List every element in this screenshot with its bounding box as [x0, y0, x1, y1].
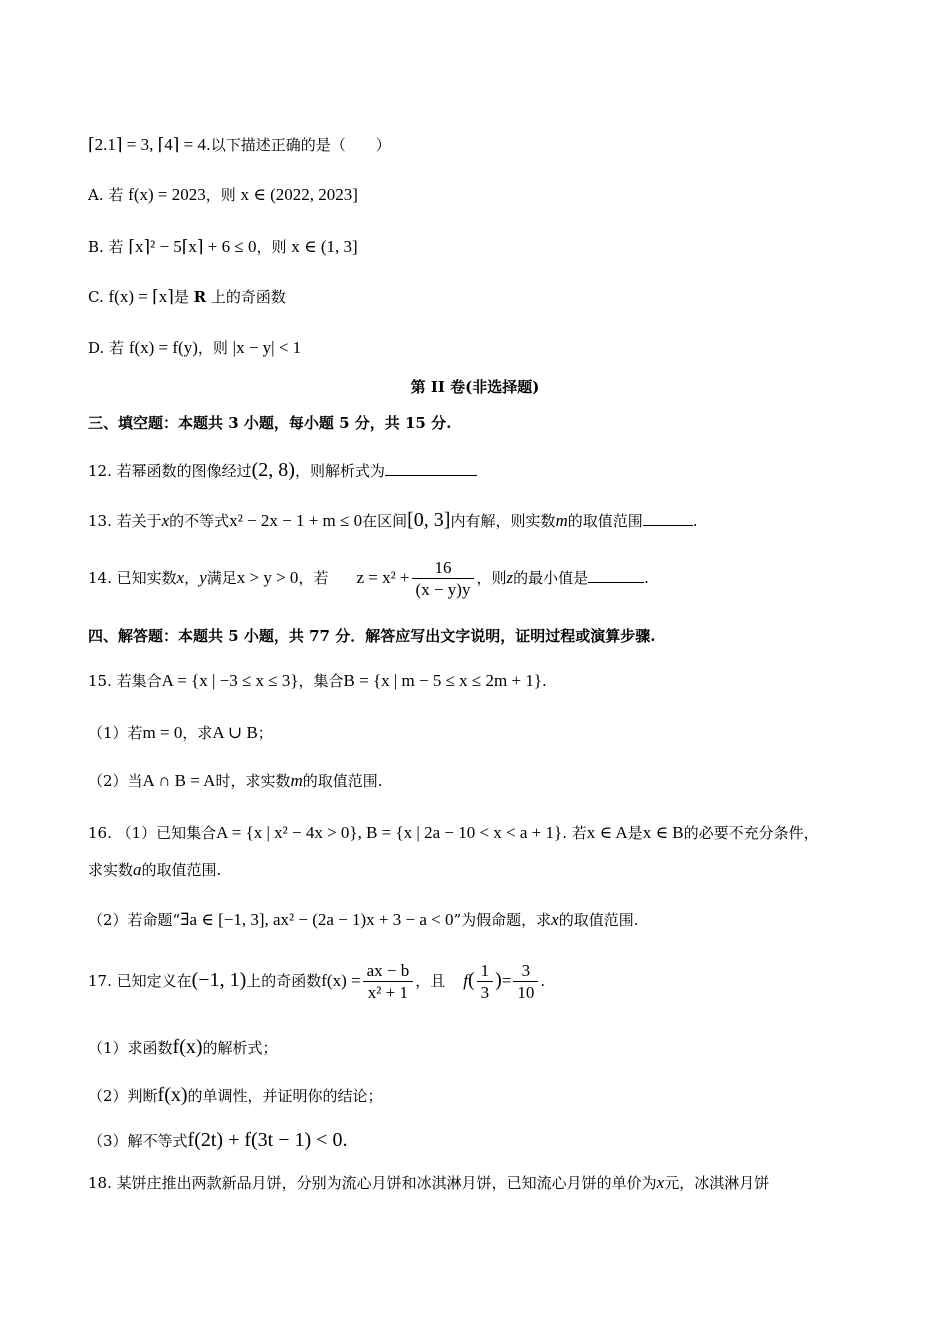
q15-part2-text: 时，求实数	[215, 772, 291, 790]
q16-text4: 的必要不充分条件，	[683, 824, 819, 842]
part2-title: 第 II 卷(非选择题)	[410, 378, 540, 396]
q16-condition-b: x ∈ B	[642, 823, 684, 842]
q16-sets: A = {x | x² − 4x > 0}, B = {x | 2a − 10 < x < a + 1}	[216, 823, 563, 842]
q17-f: f	[463, 971, 468, 990]
question-13	[88, 509, 698, 532]
q15-part2-text3: 的取值范围.	[302, 772, 383, 790]
q16-text2: . 若	[562, 824, 587, 842]
option-d-then: ，则	[197, 339, 228, 357]
q14-text4: ，则	[476, 569, 507, 587]
option-c-function: f(x) = ⌈x⌉	[108, 287, 174, 306]
q13-text4: 内有解，则实数	[450, 512, 556, 530]
q14-text5: 的最小值是	[513, 569, 589, 587]
q16-text3: 是	[627, 824, 643, 842]
q16-part2-text: 为假命题，求	[461, 911, 552, 929]
q15-part1	[88, 722, 273, 744]
q16-close-quote: ”	[453, 911, 462, 929]
q13-m: m	[555, 511, 568, 530]
q16-line2-a: a	[133, 860, 142, 879]
option-c-tail: 上的奇函数	[210, 288, 286, 306]
q18-text: 18. 某饼庄推出两款新品月饼，分别为流心月饼和冰淇淋月饼，已知流心月饼的单价为	[88, 1174, 657, 1192]
q17-text3: ，且	[415, 972, 446, 990]
option-b-condition: ⌈x⌉² − 5⌈x⌉ + 6 ≤ 0	[128, 237, 257, 256]
q18-x: x	[656, 1173, 665, 1192]
q17-part2-label: （2）判断	[88, 1087, 158, 1105]
q17-part3-label: （3）解不等式	[88, 1132, 188, 1150]
q11-option-d	[88, 337, 301, 359]
q17-part1-f: f(x)	[172, 1036, 203, 1058]
q13-text5: 的取值范围	[567, 512, 643, 530]
q13-text: 13. 若关于	[88, 512, 162, 530]
q13-interval: [0, 3]	[407, 509, 451, 531]
q15-part1-union: A ∪ B	[212, 723, 258, 742]
q16-open-quote: “	[172, 911, 181, 929]
q12-point: (2, 8)	[251, 459, 295, 481]
q17-text2: 上的奇函数	[246, 972, 322, 990]
q15-part2	[88, 770, 383, 792]
q15-end: .	[541, 672, 547, 690]
q14-text3: ，若	[298, 569, 329, 587]
q15-text: 15. 若集合	[88, 672, 162, 690]
q17-part3	[88, 1129, 347, 1152]
section3-title: 三、填空题：本题共 3 小题，每小题 5 分，共 15 分.	[88, 414, 452, 432]
q11-option-c	[88, 286, 286, 308]
q15-part1-text: ，求	[182, 724, 213, 742]
q14-text2: 满足	[206, 569, 237, 587]
q14-text: 14. 已知实数	[88, 569, 177, 587]
q17-part2	[88, 1084, 383, 1107]
q17-value-numerator: 3	[513, 961, 538, 982]
q16-line2-text2: 的取值范围.	[141, 861, 222, 879]
option-d-result: |x − y| < 1	[232, 338, 302, 357]
question-18	[88, 1172, 769, 1194]
answer-blank[interactable]	[588, 568, 644, 583]
q13-text3: 在区间	[362, 512, 408, 530]
q17-arg-numerator: 1	[477, 961, 494, 982]
q13-x: x	[161, 511, 170, 530]
option-a-result: x ∈ (2022, 2023]	[240, 185, 358, 204]
option-d-label: D. 若	[88, 339, 125, 357]
q17-part3-inequality: f(2t) + f(3t − 1) < 0.	[187, 1129, 348, 1151]
q17-text: 17. 已知定义在	[88, 972, 192, 990]
q13-end: .	[692, 512, 698, 530]
q15-part2-m: m	[290, 771, 303, 790]
q17-part1-label: （1）求函数	[88, 1039, 173, 1057]
q14-comma: ，	[184, 569, 200, 587]
q11-option-b	[88, 236, 358, 258]
option-c-is: 是	[173, 288, 189, 306]
q13-text2: 的不等式	[169, 512, 230, 530]
q17-end: .	[540, 972, 546, 990]
q11-option-a	[88, 184, 358, 206]
q17-arg-fraction	[477, 961, 494, 1004]
option-a-then: ，则	[205, 186, 236, 204]
q14-y: y	[199, 568, 207, 587]
q15-part1-end: ；	[257, 724, 273, 742]
q15-set-b: B = {x | m − 5 ≤ x ≤ 2m + 1}	[343, 671, 542, 690]
section4-title: 四、解答题：本题共 5 小题，共 77 分．解答应写出文字说明，证明过程或演算步骤.	[88, 627, 656, 645]
q16-condition-a: x ∈ A	[586, 823, 628, 842]
q17-value-denominator: 10	[517, 982, 535, 1002]
real-numbers-symbol: R	[193, 288, 207, 306]
q17-domain: (−1, 1)	[191, 969, 247, 991]
q14-fraction-numerator: 16	[412, 558, 475, 579]
question-15	[88, 670, 547, 692]
q18-text2: 元，冰淇淋月饼	[664, 1174, 770, 1192]
q15-part1-label: （1）若	[88, 724, 143, 742]
option-c-label: C.	[88, 288, 104, 306]
option-d-condition: f(x) = f(y)	[128, 338, 198, 357]
q16-part2-label: （2）若命题	[88, 911, 173, 929]
question-16	[88, 822, 819, 844]
option-b-result: x ∈ (1, 3]	[291, 237, 358, 256]
q13-inequality: x² − 2x − 1 + m ≤ 0	[229, 511, 363, 530]
q14-end: .	[644, 569, 649, 587]
ceiling-examples: ⌈2.1⌉ = 3, ⌈4⌉ = 4	[88, 135, 206, 154]
q16-part2-x: x	[551, 910, 559, 929]
q15-part2-condition: A ∩ B = A	[142, 771, 216, 790]
q17-part1-text: 的解析式；	[202, 1039, 278, 1057]
q16-text: 16. （1）已知集合	[88, 824, 217, 842]
option-a-condition: f(x) = 2023	[128, 185, 206, 204]
q11-tail	[88, 134, 391, 156]
q15-text2: ，集合	[298, 672, 344, 690]
q14-z: z	[506, 568, 514, 587]
question-14	[88, 548, 649, 608]
q14-condition: x > y > 0	[236, 568, 299, 587]
q14-x: x	[176, 568, 185, 587]
q17-function-fraction	[363, 961, 414, 1004]
q14-fraction-denominator: (x − y)y	[415, 579, 471, 599]
option-a-label: A. 若	[88, 186, 124, 204]
q17-part1	[88, 1036, 278, 1059]
q15-set-a: A = {x | −3 ≤ x ≤ 3}	[161, 671, 299, 690]
q17-value-fraction	[513, 961, 538, 1004]
q14-z-expression: z = x² +	[356, 568, 410, 587]
q12-text2: ，则解析式为	[294, 462, 385, 480]
q15-part1-condition: m = 0	[142, 723, 183, 742]
answer-blank[interactable]	[643, 511, 693, 526]
q17-arg-denominator: 3	[480, 982, 490, 1002]
q17-part2-text: 的单调性，并证明你的结论；	[187, 1087, 383, 1105]
q16-line2	[88, 859, 221, 881]
q14-fraction	[412, 558, 475, 601]
question-12	[88, 459, 477, 482]
q17-fraction-numerator: ax − b	[363, 961, 414, 982]
question-17: 17. 已知定义在(−1, 1)上的奇函数f(x) = $\frac{ax - b}{\text{x² + 1}}$ ，且 f( $\frac{1}{3}$ )= $\frac{3}{10}$ .	[88, 960, 546, 1002]
q15-part2-label: （2）当	[88, 772, 143, 790]
q16-line2-text: 求实数	[88, 861, 134, 879]
q11-prompt: .以下描述正确的是（ ）	[205, 136, 391, 154]
q16-part2-text3: 的取值范围.	[558, 911, 639, 929]
q17-fraction-denominator: x² + 1	[367, 982, 408, 1002]
q16-proposition: ∃a ∈ [−1, 3], ax² − (2a − 1)x + 3 − a < 0	[180, 910, 454, 929]
q17-part2-f: f(x)	[157, 1084, 188, 1106]
option-b-then: ，则	[256, 238, 287, 256]
answer-blank[interactable]	[385, 461, 477, 476]
option-b-label: B. 若	[88, 238, 124, 256]
q12-text: 12. 若幂函数的图像经过	[88, 462, 252, 480]
q16-part2	[88, 909, 639, 931]
q17-function-lhs: f(x) =	[321, 971, 361, 990]
q17-equals: =	[501, 971, 512, 990]
